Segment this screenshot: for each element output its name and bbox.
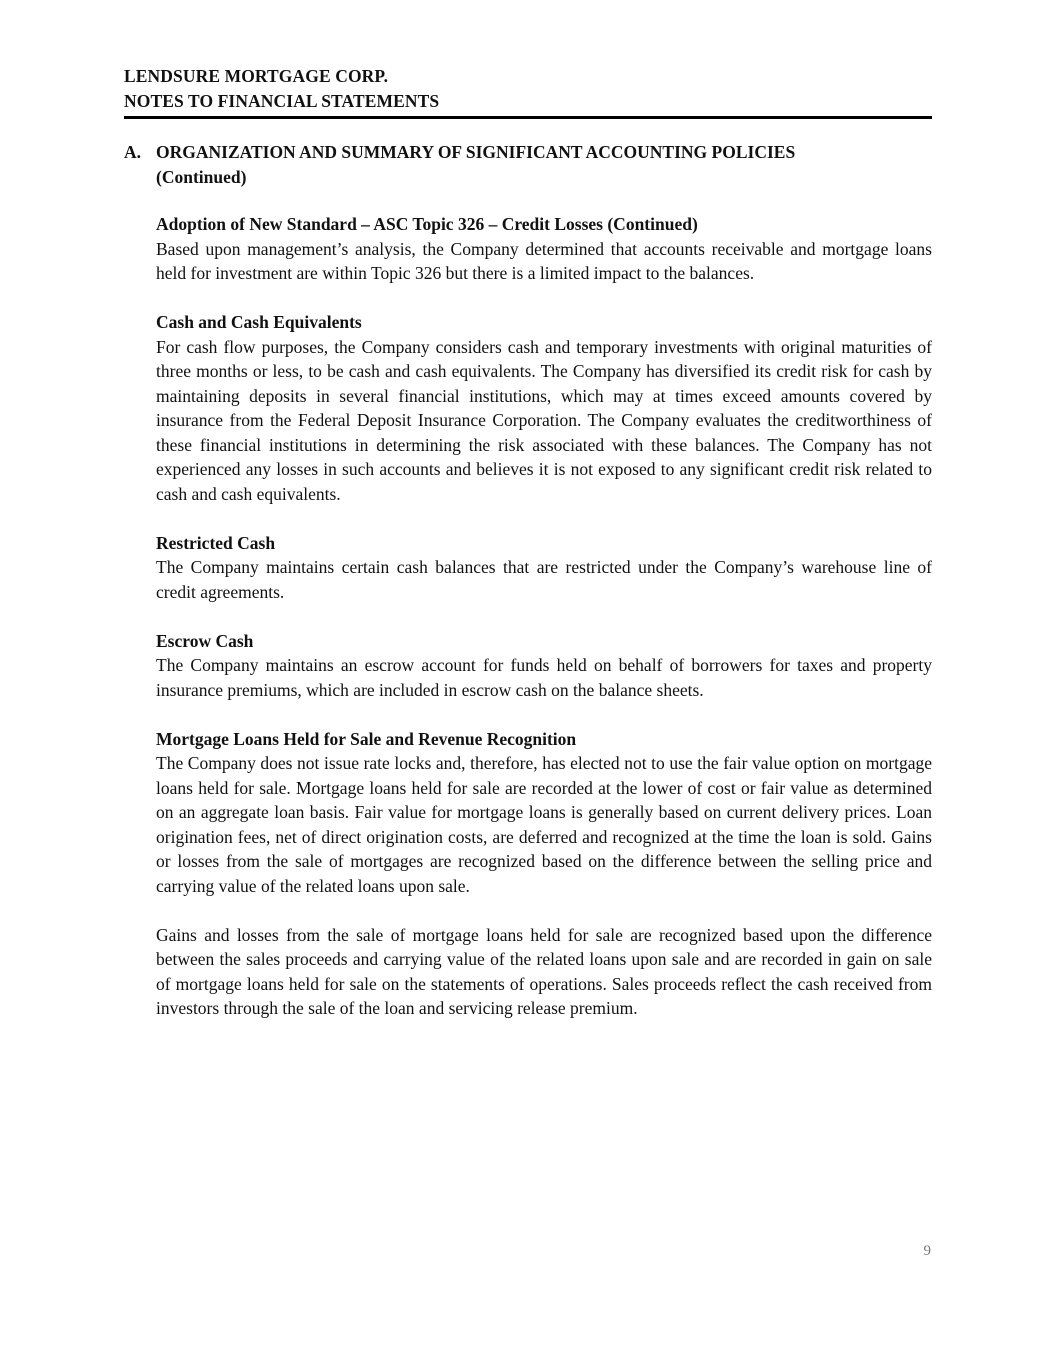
section-heading xyxy=(124,140,932,190)
note-heading: Adoption of New Standard – ASC Topic 326 – Credit Losses (Continued) xyxy=(156,214,698,234)
notes-content xyxy=(156,212,932,1045)
note-body: The Company does not issue rate locks and, therefore, has elected not to use the fair value option on mortgage loans held for sale. Mortgage loans held for sale are recorded at the lower of cost or fair value as determined on an aggregate loan basis. Fair value for mortgage loans is generally based on current delivery prices. Loan origination fees, net of direct origination costs, are deferred and recognized at the time the loan is sold. Gains or losses from the sale of mortgages are recognized based on the difference between the selling price and carrying value of the related loans upon sale. xyxy=(156,753,932,896)
note-heading: Mortgage Loans Held for Sale and Revenue Recognition xyxy=(156,728,577,749)
page-header xyxy=(124,64,932,114)
note-restricted-cash xyxy=(156,531,932,605)
section-letter: A. xyxy=(124,142,142,162)
section-title xyxy=(156,140,932,190)
note-cash-equivalents xyxy=(156,310,932,506)
company-name: LENDSURE MORTGAGE CORP. xyxy=(124,66,389,86)
note-body: Gains and losses from the sale of mortgage loans held for sale are recognized based upon the difference between the sales proceeds and carrying value of the related loans upon sale and are recorded in gain on sale of mortgage loans held for sale on the statements of operations. Sales proceeds reflect the cash received from investors through the sale of the loan and servicing release premium. xyxy=(156,924,932,1018)
note-heading: Cash and Cash Equivalents xyxy=(156,312,362,332)
document-title: NOTES TO FINANCIAL STATEMENTS xyxy=(124,91,440,111)
note-heading: Escrow Cash xyxy=(156,630,254,651)
note-escrow-cash xyxy=(156,629,932,703)
note-body: Based upon management’s analysis, the Company determined that accounts receivable and mortgage loans held for investment are within Topic 326 but there is a limited impact to the balances. xyxy=(156,238,932,283)
section-continued: (Continued) xyxy=(156,167,247,187)
note-gains-and-losses xyxy=(156,923,932,1021)
note-mortgage-loans-held-for-sale xyxy=(156,727,932,899)
section-title-text: ORGANIZATION AND SUMMARY OF SIGNIFICANT ACCOUNTING POLICIES xyxy=(156,142,796,162)
page-number: 9 xyxy=(923,1243,931,1259)
note-body: The Company maintains an escrow account for funds held on behalf of borrowers for taxes and property insurance premiums, which are included in escrow cash on the balance sheets. xyxy=(156,655,932,700)
note-body: The Company maintains certain cash balances that are restricted under the Company’s warehouse line of credit agreements. xyxy=(156,557,932,602)
note-adoption-new-standard xyxy=(156,212,932,286)
header-divider xyxy=(124,116,932,119)
note-heading: Restricted Cash xyxy=(156,532,276,553)
note-body: For cash flow purposes, the Company considers cash and temporary investments with original maturities of three months or less, to be cash and cash equivalents. The Company has diversified its credit risk for cash by maintaining deposits in several financial institutions, which may at times exceed amounts covered by insurance from the Federal Deposit Insurance Corporation. The Company evaluates the creditworthiness of these financial institutions in determining the risk associated with these balances. The Company has not experienced any losses in such accounts and believes it is not exposed to any significant credit risk related to cash and cash equivalents. xyxy=(156,336,932,504)
